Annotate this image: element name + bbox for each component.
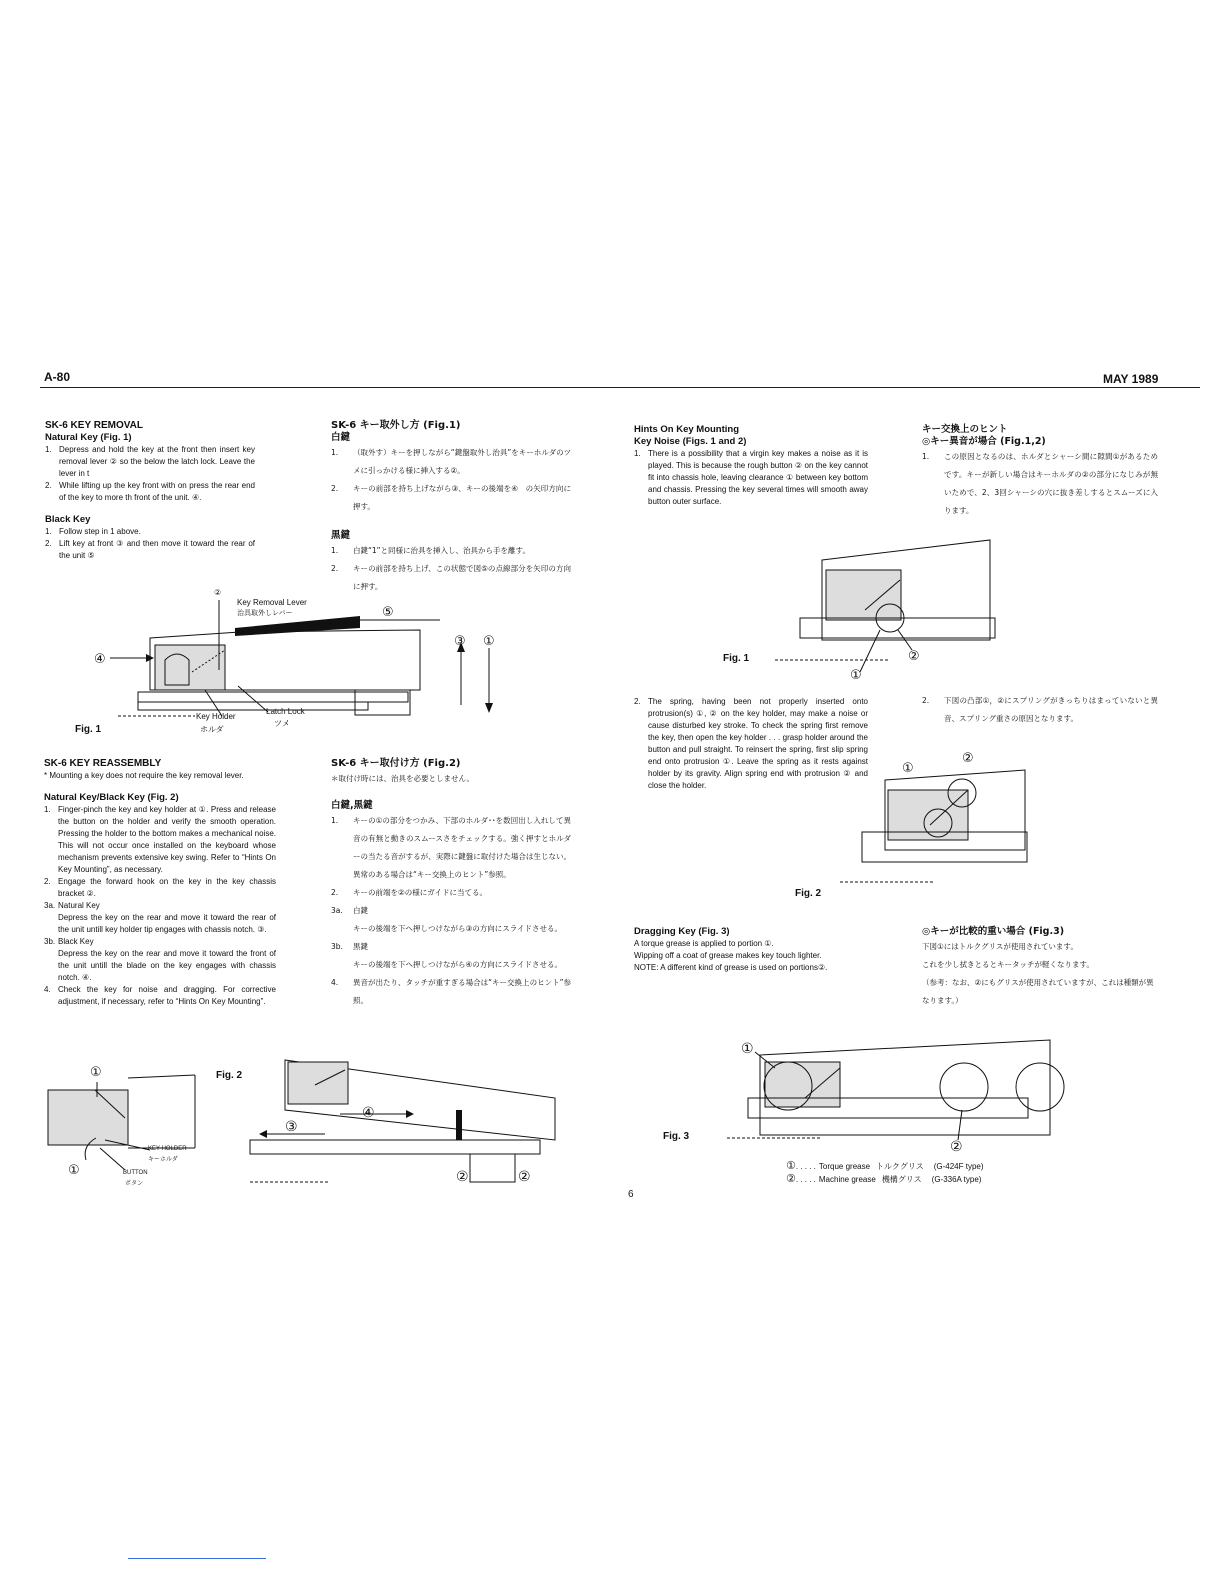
header-right: MAY 1989 [1103,372,1159,386]
reassembly-jp-step-text: 白鍵 [353,906,368,915]
reassembly-en-step-num: 4. [44,985,51,994]
fig3-legend-row [786,1160,984,1173]
fig2-chassis [250,1140,540,1154]
header-rule [40,387,1200,388]
dragging-jp-line: （参考：なお、②にもグリスが使用されていますが、これは種類が異なります。） [922,978,1154,1005]
reassembly-en-step-item [44,900,276,912]
hints-en-step-num: 1. [634,449,641,458]
reassembly-jp-step-text: 黒鍵 [353,942,368,951]
hints-en-step-item [634,448,868,508]
removal-jp-white-step-text: （取外す）キーを押しながら“鍵盤取外し治具”をキーホルダのツメに引っかける様に挿入する②。 [353,448,571,475]
reassembly-jp-step-num: 3a. [331,906,343,915]
reassembly-en-step-text: Depress the key on the rear and move it toward the front of the unit untill the blade on the key engages with chassis notch. ④. [58,949,276,982]
fig3-legend-row [786,1173,984,1186]
fig1-arrowhead-1 [485,703,493,713]
removal-en-black-step-num: 1. [45,527,52,536]
fig1-key-holder-en: Key Holder [196,712,236,721]
fig1-key-holder-jp: ホルダ [200,725,224,734]
fig1r-chassis [800,618,995,638]
removal-jp-white-step-num: 1. [331,448,339,457]
fig3-legend-dots: . . . . . [795,1162,816,1171]
hints-en-subtitle: Key Noise (Figs. 1 and 2) [634,436,747,447]
fig2-key-holder-jp: キーホルダ [148,1156,178,1163]
reassembly-en-step-num [44,948,58,984]
fig2-detail-holder [48,1090,128,1145]
hints-en-step-text: There is a possibility that a virgin key makes a noise as it is played. This is because the rough button ② on the key cannot fit into chassis hole, leaving clearance ① between key bottom and chassis. Pressing the key several times will smooth away button outer surface. [648,449,868,506]
removal-en-black-step-text: Follow step in 1 above. [59,527,141,536]
reassembly-en-step-text: Depress the key on the rear and move it toward the rear of the unit untill key holder tip engages with chassis notch. ③. [58,913,276,934]
fig2-marker-2b: ② [518,1168,531,1184]
hints-jp-step2-item [922,692,1158,728]
hints-jp-title: キー交換上のヒント [922,424,1008,435]
reassembly-jp-step-item [331,974,571,1010]
hints-jp-step2-text: 下図の凸部①，②にスプリングがきっちりはまっていないと異音、スプリング重さの原因となります。 [944,696,1158,723]
header-left: A-80 [44,370,71,384]
hints-en-step2-item [634,696,868,792]
reassembly-jp-steps [331,812,571,1010]
dragging-en-lines [634,938,884,974]
hints-en-title: Hints On Key Mounting [634,424,740,435]
reassembly-jp-step-num [331,920,353,938]
fig3-legend-en: Torque grease [818,1162,871,1171]
fig1-right-caption: Fig. 1 [723,653,750,664]
fig2-right-marker-1: ① [902,760,914,775]
reassembly-jp-step-num [331,956,353,974]
reassembly-en-subtitle: Natural Key/Black Key (Fig. 2) [44,792,179,803]
hints-jp-steps [922,448,1158,520]
removal-en-black-step-text: Lift key at front ③ and then move it toward the rear of the unit ⑤ [59,539,255,560]
removal-jp-black-title: 黒鍵 [331,530,351,541]
hints-en-step2-num: 2. [634,697,641,706]
reassembly-en-step-num: 1. [44,805,51,814]
fig3-circle-2b [1016,1063,1064,1111]
fig2-left-caption: Fig. 2 [216,1070,243,1081]
hints-en-step2-text: The spring, having been not properly inserted onto protrusion(s) ①, ② on the key holder, may make a noise or cause disturbed key stroke. To check the spring first remove the key, then open the key holder . . . grasp holder around the button and pull straight. To reinsert the spring, first slip spring end onto protrusion ①. Leave the spring as it rests against holder by its gravity. Align spring end with protrusion ② and close the holder. [648,697,868,790]
reassembly-jp-step-text: 異音が出たり、タッチが重すぎる場合は“キー交換上のヒント”参照。 [353,978,571,1005]
reassembly-en-title: SK-6 KEY REASSEMBLY [44,758,162,769]
fig1-latch-jp: ツメ [274,719,290,728]
fig2-right-marker-2: ② [962,750,974,765]
fig3-caption: Fig. 3 [663,1131,690,1142]
reassembly-jp-step-text: キーの後端を下へ押しつけながら④の方向にスライドさせる。 [353,960,562,969]
reassembly-en-step-num: 3a. [44,901,56,910]
fig1-right-marker-1: ① [850,667,862,682]
reassembly-jp-step-item [331,902,571,920]
reassembly-en-step-item [44,912,276,936]
fig3-circle-2a [940,1063,988,1111]
fig1-marker-3: ③ [454,633,466,648]
removal-jp-white-step-num: 2. [331,484,339,493]
hints-jp-step-text: この原因となるのは、ホルダとシャーシ間に隙間①があるためです。キーが新しい場合はキーホルダの②の部分になじみが無いためで、2、3回シャーシの穴に抜き差しするとスムーズに入ります。 [944,452,1158,515]
fig1-lever-jp: 治具取外しレバー [237,609,293,617]
fig2-marker-4: ④ [362,1104,375,1120]
reassembly-en-step-text: Finger-pinch the key and key holder at ①. Press and release the button on the holder and verify the smooth operation. Pressing the holder to the bottom makes a mechanical noise. This will not occur once installed on the keyboard whose mechanism prevents extensive key swing. Refer to “Hints On Key Mounting”, as necessary. [58,805,276,874]
fig1-marker-1: ① [483,633,495,648]
fig3-legend-en: Machine grease [818,1175,876,1184]
fig3-legend-dots: . . . . . [795,1175,816,1184]
fig3-legend-type: (G-424F type) [933,1162,984,1171]
dragging-en-title: Dragging Key (Fig. 3) [634,926,730,937]
removal-jp-white-title: 白鍵 [331,432,351,443]
fig2-marker-1b: ① [68,1162,80,1177]
fig3-marker-1: ① [741,1040,754,1056]
dragging-jp-lines [922,938,1158,1010]
fig2-button-en: BUTTON [123,1170,148,1176]
fig1-marker-5: ⑤ [382,604,394,619]
reassembly-jp-step-text: キーの前端を②の様にガイドに当てる。 [353,888,487,897]
reassembly-jp-step-item [331,920,571,938]
reassembly-en-step-item [44,804,276,876]
fig2-key-holder-en: KEY HOLDER [148,1146,187,1152]
removal-en-natural-step-text: While lifting up the key front with on press the rear end of the key to more th front of the unit. ④. [59,481,255,502]
reassembly-en-section [44,758,276,1008]
fig3-legend-jp: トルクグリス [876,1162,924,1171]
dragging-jp-title: ◎キーが比較的重い場合 (Fig.3) [922,926,1065,937]
removal-jp-white-step-text: キーの前部を持ち上げながら③、キーの後端を④ の矢印方向に押す。 [353,484,571,511]
fig1-marker-4: ④ [94,651,106,666]
reassembly-en-steps [44,804,276,1008]
reassembly-jp-step-text: キーの後端を下へ押しつけながら③の方向にスライドさせる。 [353,924,562,933]
fig3-drawing [0,0,1,1]
removal-en-natural-title: Natural Key (Fig. 1) [45,432,132,443]
reassembly-en-step-item [44,984,276,1008]
reassembly-en-step-item [44,936,276,948]
fig3-legend-type: (G-336A type) [931,1175,982,1184]
dragging-en-line: NOTE: A different kind of grease is used on portions②. [634,963,828,972]
fig2-marker-2a: ② [456,1168,469,1184]
removal-jp-white-step-item [331,444,571,480]
reassembly-en-step-num [44,912,58,936]
dragging-en-section [634,926,884,974]
hints-en-steps [634,448,868,508]
fig2-bracket [470,1154,515,1182]
reassembly-en-step-item [44,948,276,984]
removal-en-natural-step-num: 1. [45,445,52,454]
reassembly-en-step-num: 3b. [44,937,56,946]
fig1-right-marker-2: ② [908,648,920,663]
fig1-lever-en: Key Removal Lever [237,598,307,607]
reassembly-jp-step-num: 3b. [331,942,343,951]
reassembly-jp-step-item [331,812,571,884]
removal-en-title: SK-6 KEY REMOVAL [45,420,143,431]
hints-jp-step-num: 1. [922,452,930,461]
reassembly-jp-step-item [331,938,571,956]
reassembly-en-note: * Mounting a key does not require the key removal lever. [44,771,244,780]
fig3-holder [765,1062,840,1107]
fig1-latch-en: Latch Lock [266,707,305,716]
fig1r-holder [826,570,901,620]
fig2-detail-leader-button [100,1148,125,1170]
removal-en-natural-step-num: 2. [45,481,52,490]
reassembly-en-step-text: Check the key for noise and dragging. For corrective adjustment, if necessary, refer to “Hints On Key Mounting”. [58,985,276,1006]
reassembly-jp-note: ＊取付け時には、治具を必要としません。 [331,774,474,783]
fig1-chassis-rail [138,702,368,710]
reassembly-jp-step-text: キーの①の部分をつかみ、下部のホルダ･･を数回出し入れして異音の有無と動きのスムースさをチェックする。強く押すとホルダーの当たる音がするが、実際に鍵盤に取付けた場合は生じない。異常のある場合は“キー交換上のヒント”参照。 [353,816,571,879]
fig2-marker-3: ③ [285,1118,298,1134]
bottom-link-line [128,1558,266,1559]
reassembly-en-step-num: 2. [44,877,51,886]
removal-en-black-step-item [45,538,255,562]
fig3-legend-mark: ① [786,1160,796,1172]
removal-jp-black-step-text: キーの前部を持ち上げ、この状態で図⑤の点線部分を矢印の方向に押す。 [353,564,571,591]
hints-jp-step2-num: 2. [922,696,930,705]
reassembly-jp-step-item [331,884,571,902]
fig3-legend [786,1160,984,1186]
fig2-key-blade [456,1110,462,1140]
fig1-caption: Fig. 1 [75,724,102,735]
hints-jp-step2 [922,692,1158,728]
fig2-marker-1a: ① [90,1064,102,1079]
reassembly-jp-step-num: 2. [331,888,339,897]
fig2-right-caption: Fig. 2 [795,888,822,899]
removal-jp-black-steps [331,542,571,596]
dragging-en-line: Wipping off a coat of grease makes key touch lighter. [634,951,822,960]
removal-en-natural-step-item [45,480,255,504]
dragging-jp-line: これを少し拭きとるとキータッチが軽くなります。 [922,960,1094,969]
fig1-chassis-base [138,692,408,702]
reassembly-jp-section [331,758,571,1010]
fig3-legend-mark: ② [786,1173,796,1185]
removal-jp-title: SK-6 キー取外し方 (Fig.1) [331,420,461,431]
dragging-en-line: A torque grease is applied to portion ①. [634,939,774,948]
fig1r-leader-1 [860,630,880,672]
removal-jp-black-step-item [331,560,571,596]
fig3-legend-jp: 機構グリス [881,1175,922,1184]
reassembly-en-step-item [44,876,276,900]
hints-jp-subtitle: ◎キー異音が場合 (Fig.1,2) [922,436,1046,447]
removal-en-black-step-num: 2. [45,539,52,548]
fig2-detail-key-top [128,1075,195,1078]
hints-jp-step-item [922,448,1158,520]
removal-en-black-step-item [45,526,255,538]
removal-jp-black-step-num: 2. [331,564,339,573]
fig1-lever-blade [235,616,360,636]
removal-en-natural-step-text: Depress and hold the key at the front then insert key removal lever ② so the below the latch lock. Leave the lever in t [59,445,255,478]
reassembly-jp-step-num: 4. [331,978,339,987]
reassembly-en-step-text: Engage the forward hook on the key in the key chassis bracket ②. [58,877,276,898]
removal-jp-section [331,420,571,596]
fig2-button-jp: ボタン [125,1180,144,1187]
reassembly-jp-step-num: 1. [331,816,339,825]
dragging-jp-line: 下図①にはトルクグリスが使用されています。 [922,942,1078,951]
reassembly-en-step-text: Natural Key [58,901,100,910]
removal-jp-white-step-item [331,480,571,516]
reassembly-en-step-text: Black Key [58,937,94,946]
hints-en-step2 [634,696,868,792]
fig2-arrowhead-4 [406,1110,414,1118]
reassembly-jp-subtitle: 白鍵,黒鍵 [331,800,373,811]
removal-jp-black-step-item [331,542,571,560]
page-number: 6 [628,1189,634,1200]
removal-en-black-title: Black Key [45,514,91,525]
hints-en-section [634,424,868,508]
removal-en-section [45,420,255,562]
fig2-arrowhead-3 [259,1130,267,1138]
fig3-marker-2: ② [950,1138,963,1154]
removal-jp-black-step-num: 1. [331,546,339,555]
reassembly-jp-step-item [331,956,571,974]
reassembly-jp-title: SK-6 キー取付け方 (Fig.2) [331,758,461,769]
removal-jp-black-step-text: 白鍵“1”と同様に治具を挿入し、治具から手を離す。 [353,546,530,555]
fig1-marker-lever: ② [214,588,222,597]
removal-en-natural-steps [45,444,255,504]
removal-jp-white-steps [331,444,571,516]
hints-jp-section [922,424,1158,520]
dragging-jp-section [922,926,1158,1010]
removal-en-black-steps [45,526,255,562]
removal-en-natural-step-item [45,444,255,480]
